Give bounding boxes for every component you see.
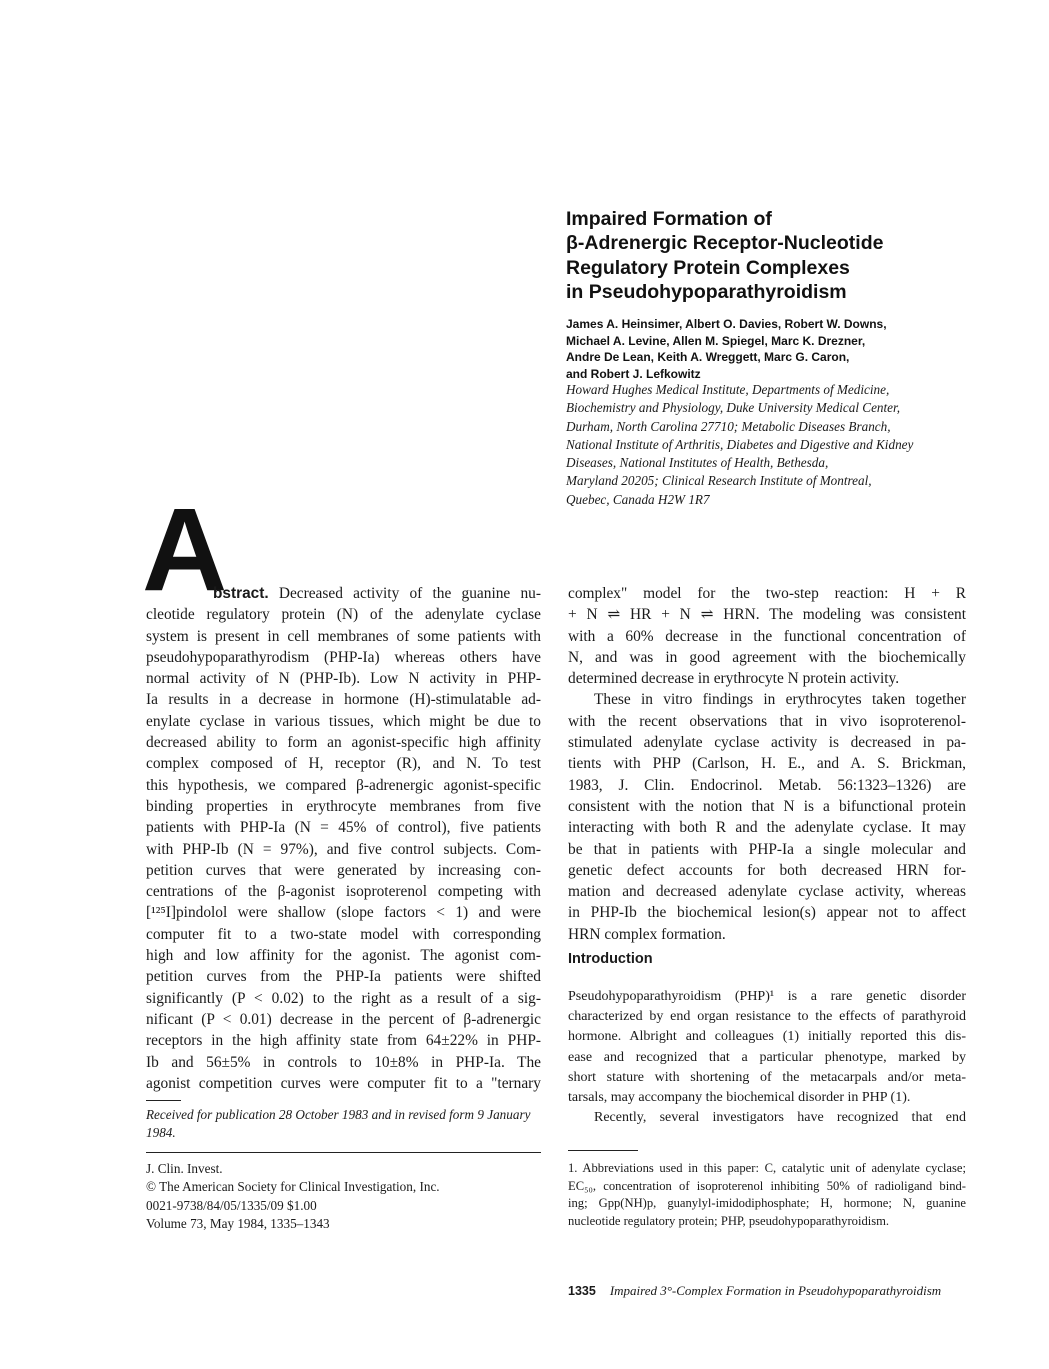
abstract-line: 1983, J. Clin. Endocrinol. Metab. 56:1323–1326) are — [568, 776, 966, 794]
journal-line: Volume 73, May 1984, 1335–1343 — [146, 1215, 330, 1231]
affiliation-line: Maryland 20205; Clinical Research Institute of Montreal, — [566, 473, 872, 489]
affiliation-line: Biochemistry and Physiology, Duke University Medical Center, — [566, 400, 900, 416]
abstract-line: consistent with the notion that N is a bifunctional protein — [568, 797, 966, 815]
footnote-line: EC₅₀, concentration of isoproterenol inhibiting 50% of radioligand bind- — [568, 1178, 966, 1193]
abstract-line: with PHP-Ib (N = 97%), and five control subjects. Com- — [146, 840, 541, 858]
intro-line: tarsals, may accompany the biochemical disorder in PHP (1). — [568, 1089, 911, 1105]
page-number: 1335 — [568, 1284, 596, 1298]
abstract-first-line — [146, 583, 541, 604]
affiliation — [566, 381, 1006, 509]
abstract-line: nificant (P < 0.01) decrease in the percent of β-adrenergic — [146, 1010, 541, 1028]
abstract-line: with a 60% decrease in the functional concentration of — [568, 627, 966, 645]
abstract-first-line-text: Decreased activity of the guanine nu- — [268, 585, 541, 602]
abstract-line: patients with PHP-Ia (N = 45% of control), five patients — [146, 819, 541, 837]
author-list — [566, 316, 1006, 382]
abstract-line: genetic defect accounts for both decreased HRN for- — [568, 861, 966, 879]
abstract-line: complex" model for the two-step reaction: H + R — [568, 585, 966, 602]
abstract-line: stimulated adenylate cyclase activity is decreased in pa- — [568, 734, 966, 752]
received-note — [146, 1106, 541, 1143]
author-line: James A. Heinsimer, Albert O. Davies, Robert W. Downs, — [566, 317, 887, 331]
footnote-line: ing; Gpp(NH)p, guanylyl-imidodiphosphate; H, hormone; N, guanine — [568, 1196, 966, 1210]
abstract-line: in PHP-Ib the biochemical lesion(s) appear not to affect — [568, 904, 966, 922]
abstract-line: binding properties in erythrocyte membranes from five — [146, 797, 541, 815]
abstract-line: Ia results in a decrease in hormone (H)-stimulatable ad- — [146, 691, 541, 709]
running-title: Impaired 3°-Complex Formation in Pseudohypoparathyroidism — [609, 1283, 942, 1298]
abstract-continuation — [568, 583, 966, 945]
footnote — [568, 1160, 966, 1230]
abstract-line: decreased ability to form an agonist-specific high affinity — [146, 734, 541, 752]
abstract-line: determined decrease in erythrocyte N protein activity. — [568, 670, 900, 688]
footnote-rule — [568, 1150, 638, 1151]
intro-line: hormone. Albright and colleagues (1) initially reported this dis- — [568, 1029, 966, 1045]
abstract-line: + N ⇌ HR + N ⇌ HRN. The modeling was consistent — [568, 606, 966, 624]
abstract-line: enylate cyclase in various tissues, which might be due to — [146, 712, 541, 730]
affiliation-line: National Institute of Arthritis, Diabetes and Digestive and Kidney — [566, 436, 914, 452]
abstract-line: mation and decreased adenylate cyclase activity, whereas — [568, 883, 966, 901]
abstract-lead-word: bstract. — [213, 585, 269, 602]
affiliation-line: Durham, North Carolina 27710; Metabolic Diseases Branch, — [566, 418, 891, 434]
title-line: Impaired Formation of — [566, 208, 772, 230]
section-heading-introduction: Introduction — [568, 951, 653, 967]
title-line: Regulatory Protein Complexes — [566, 256, 850, 279]
journal-line: © The American Society for Clinical Investigation, Inc. — [146, 1179, 440, 1195]
abstract-line: tients with PHP (Carlson, H. E., and A. S. Brickman, — [568, 755, 966, 773]
journal-line: 0021-9738/84/05/1335/09 $1.00 — [146, 1197, 317, 1213]
abstract-line: Ib and 56±5% in controls to 10±8% in PHP-Ia. The — [146, 1053, 541, 1071]
abstract-line: petition curves from the PHP-Ia patients were shifted — [146, 968, 541, 986]
abstract-line: HRN complex formation. — [568, 925, 726, 943]
footnote-line: 1. Abbreviations used in this paper: C, catalytic unit of adenylate cyclase; — [568, 1161, 966, 1175]
intro-line: short stature with shortening of the metacarpals and/or meta- — [568, 1069, 966, 1085]
abstract-dropcap: A — [142, 484, 228, 616]
introduction-body — [568, 987, 966, 1128]
abstract-line: be that in patients with PHP-Ia a single molecular and — [568, 840, 966, 858]
abstract-line: with the recent observations that in vivo isoproterenol- — [568, 712, 966, 730]
affiliation-line: Diseases, National Institutes of Health, Bethesda, — [566, 455, 829, 471]
intro-line: characterized by end organ resistance to the effects of parathyroid — [568, 1009, 966, 1025]
abstract-line: centrations of the β-agonist isoproterenol competing with — [146, 883, 541, 901]
author-line: Michael A. Levine, Allen M. Spiegel, Marc K. Drezner, — [566, 333, 866, 348]
abstract-line: complex composed of H, receptor (R), and N. To test — [146, 755, 541, 773]
abstract-line: agonist competition curves were computer fit to a "ternary — [146, 1074, 541, 1092]
abstract-line: [¹²⁵I]pindolol were shallow (slope factors < 1) and were — [146, 904, 541, 922]
journal-info — [146, 1160, 541, 1233]
journal-rule — [146, 1152, 541, 1153]
abstract-line: system is present in cell membranes of some patients with — [146, 627, 541, 645]
article-title — [566, 207, 1006, 304]
author-line: and Robert J. Lefkowitz — [566, 366, 701, 381]
abstract-line: computer fit to a two-state model with corresponding — [146, 925, 541, 943]
abstract-line: this hypothesis, we compared β-adrenergic agonist-specific — [146, 776, 541, 794]
affiliation-line: Howard Hughes Medical Institute, Departments of Medicine, — [566, 382, 890, 397]
abstract-line: receptors in the high affinity state from 64±22% in PHP- — [146, 1032, 541, 1050]
received-rule — [146, 1100, 181, 1101]
affiliation-line: Quebec, Canada H2W 1R7 — [566, 491, 710, 507]
intro-line: Recently, several investigators have recognized that end — [594, 1110, 966, 1126]
title-line: in Pseudohypoparathyroidism — [566, 280, 847, 303]
page-footer — [568, 1283, 941, 1299]
journal-line: J. Clin. Invest. — [146, 1161, 223, 1176]
title-line: β-Adrenergic Receptor-Nucleotide — [566, 232, 884, 255]
abstract-line: petition curves that were generated by increasing con- — [146, 861, 541, 879]
intro-line: Pseudohypoparathyroidism (PHP)¹ is a rare genetic disorder — [568, 989, 966, 1004]
received-line: 1984. — [146, 1125, 176, 1141]
abstract-line: normal activity of N (PHP-Ib). Low N activity in PHP- — [146, 670, 541, 688]
footnote-line: nucleotide regulatory protein; PHP, pseudohypoparathyroidism. — [568, 1213, 890, 1228]
intro-line: ease and recognized that a particular phenotype, marked by — [568, 1049, 966, 1065]
abstract-line: high and low affinity for the agonist. The agonist com- — [146, 947, 541, 965]
abstract-line: significantly (P < 0.02) to the right as a result of a sig- — [146, 989, 541, 1007]
abstract-line: N, and was in good agreement with the biochemically — [568, 648, 966, 666]
received-line: Received for publication 28 October 1983 and in revised form 9 January — [146, 1107, 531, 1122]
abstract-line: pseudohypoparathyrodism (PHP-Ia) whereas others have — [146, 648, 541, 666]
abstract-line: interacting with both R and the adenylate cyclase. It may — [568, 819, 966, 837]
abstract-line: These in vitro findings in erythrocytes taken together — [594, 691, 966, 709]
author-line: Andre De Lean, Keith A. Wreggett, Marc G. Caron, — [566, 350, 850, 364]
abstract-line: cleotide regulatory protein (N) of the adenylate cyclase — [146, 606, 541, 624]
abstract-body — [146, 583, 541, 1094]
